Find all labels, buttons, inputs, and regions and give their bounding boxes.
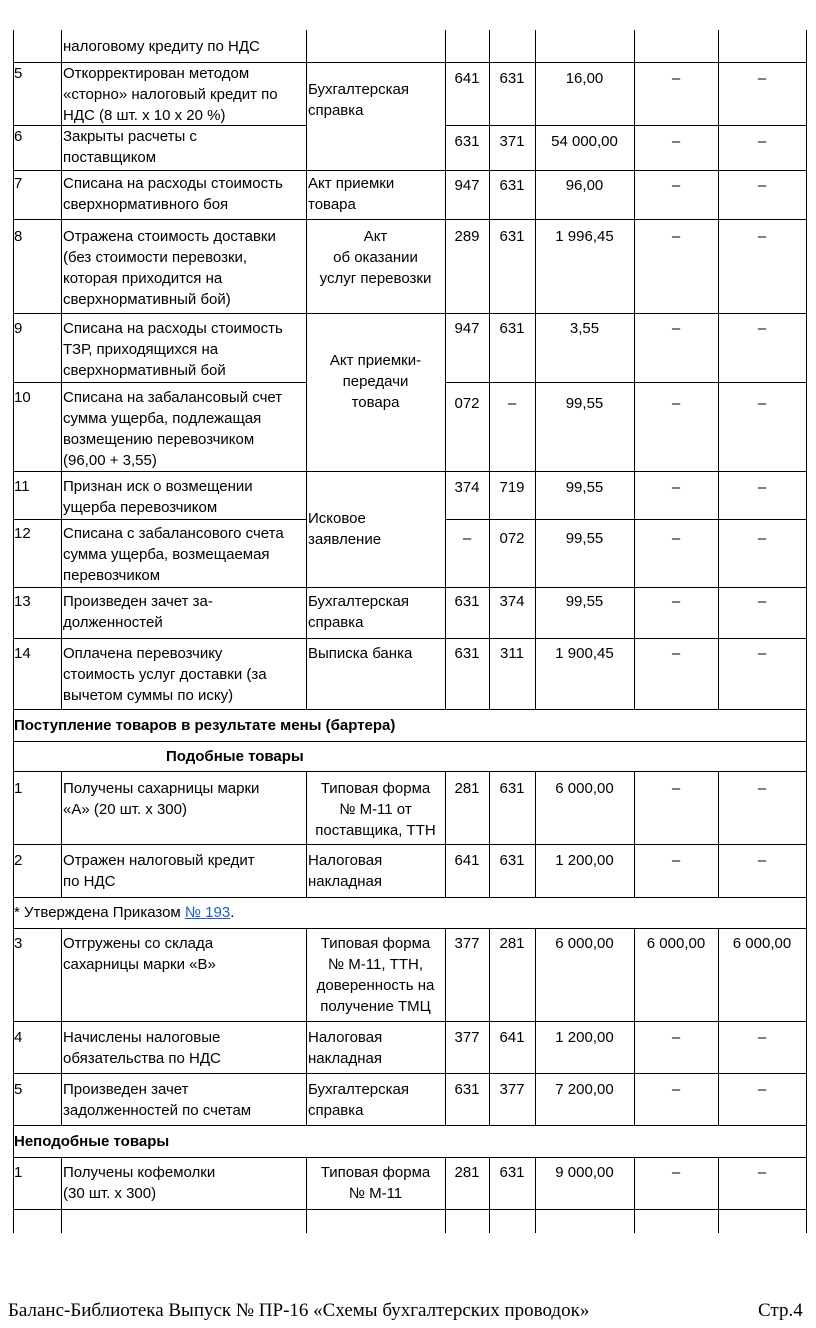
row-document: Выписка банка (308, 645, 413, 662)
footnote (14, 902, 234, 923)
credit-account: 631 (499, 177, 525, 194)
credit-account: 631 (499, 1164, 525, 1181)
row-number: 9 (14, 320, 23, 337)
debit-account: 377 (454, 1029, 480, 1046)
row-description: Отгружены со склада сахарницы марки «В» (63, 935, 216, 973)
row-number: 14 (14, 645, 31, 662)
credit-account: 631 (499, 320, 525, 337)
col7-value: – (757, 70, 767, 87)
debit-account: 072 (454, 395, 480, 412)
col6-value: – (671, 320, 681, 337)
col6-value: – (671, 1164, 681, 1181)
row-document: Типовая форма № М-11 (320, 1164, 431, 1202)
col6-value: – (671, 780, 681, 797)
credit-account: 719 (499, 479, 525, 496)
row-description: Списана на расходы стоимость сверхнормативного боя (63, 175, 283, 213)
debit-account: 947 (454, 320, 480, 337)
order-193-link[interactable]: № 193 (184, 904, 231, 921)
amount: 3,55 (569, 320, 600, 337)
row-document: Типовая форма № М-11 от поставщика, ТТН (315, 780, 436, 839)
amount: 16,00 (565, 70, 604, 87)
row-document: Налоговая накладная (308, 852, 383, 890)
debit-account: 281 (454, 780, 480, 797)
col7-value: – (757, 780, 767, 797)
row-number: 3 (14, 935, 23, 952)
subsection-heading-similar: Подобные товары (166, 748, 304, 765)
row-description: Списана с забалансового счета сумма ущерба, возмещаемая перевозчиком (63, 525, 284, 584)
amount: 1 200,00 (555, 852, 614, 869)
col6-value: – (671, 1081, 681, 1098)
credit-account: 641 (499, 1029, 525, 1046)
amount: 1 200,00 (555, 1029, 614, 1046)
col7-value: – (757, 228, 767, 245)
footer-page-number: Стр.4 (758, 1300, 803, 1321)
col6-value: – (671, 1029, 681, 1046)
credit-account: 311 (500, 645, 524, 662)
credit-account: 631 (499, 780, 525, 797)
col7-value: – (757, 177, 767, 194)
debit-account: 947 (454, 177, 480, 194)
row-number: 6 (14, 128, 23, 145)
row-document: Бухгалтерская справка (308, 1081, 409, 1119)
row-description: Списана на расходы стоимость ТЗР, приходящихся на сверхнормативный бой (63, 320, 283, 379)
amount: 1 900,45 (555, 645, 614, 662)
col7-value: – (757, 645, 767, 662)
credit-account: 631 (499, 228, 525, 245)
row-number: 13 (14, 593, 31, 610)
row-document: Акт приемки товара (308, 175, 395, 213)
row-description: Списана на забалансовый счет сумма ущерба, подлежащая возмещению перевозчиком (96,00 + 3,55) (63, 389, 283, 469)
row-document: Акт приемки- передачи товара (329, 352, 422, 411)
debit-account: 631 (454, 593, 480, 610)
amount: 99,55 (565, 593, 604, 610)
credit-account: 377 (499, 1081, 525, 1098)
debit-account: 631 (454, 1081, 480, 1098)
footnote-suffix: . (230, 904, 235, 921)
col6-value: – (671, 593, 681, 610)
row-number: 12 (14, 525, 31, 542)
section-heading-barter: Поступление товаров в результате мены (бартера) (14, 717, 396, 734)
row-document: Бухгалтерская справка (308, 81, 409, 119)
credit-account: 371 (499, 133, 525, 150)
credit-account: 631 (499, 852, 525, 869)
col6-value: 6 000,00 (646, 935, 706, 952)
debit-account: 631 (454, 133, 480, 150)
col6-value: – (671, 395, 681, 412)
row-number: 1 (14, 1164, 23, 1181)
col6-value: – (671, 645, 681, 662)
col7-value: – (757, 852, 767, 869)
debit-account: – (462, 530, 472, 547)
row-document: Акт об оказании услуг перевозки (319, 228, 432, 287)
col6-value: – (671, 133, 681, 150)
row-document: Бухгалтерская справка (308, 593, 409, 631)
amount: 99,55 (565, 530, 604, 547)
col6-value: – (671, 479, 681, 496)
row-number: 5 (14, 1081, 23, 1098)
col7-value: – (757, 530, 767, 547)
amount: 99,55 (565, 479, 604, 496)
row-number: 2 (14, 852, 23, 869)
col6-value: – (671, 228, 681, 245)
debit-account: 289 (454, 228, 480, 245)
row-number: 5 (14, 65, 23, 82)
row-description: Отражена стоимость доставки (без стоимости перевозки, которая приходится на сверхнормативный бой) (63, 228, 276, 308)
row-number: 8 (14, 228, 23, 245)
col6-value: – (671, 530, 681, 547)
row-description: Откорректирован методом «сторно» налоговый кредит по НДС (8 шт. х 10 х 20 %) (63, 65, 278, 124)
credit-account: 631 (499, 70, 525, 87)
debit-account: 641 (454, 852, 480, 869)
col7-value: – (757, 1029, 767, 1046)
row-description: Произведен зачет задолженностей по счетам (63, 1081, 252, 1119)
amount: 9 000,00 (555, 1164, 614, 1181)
amount: 96,00 (565, 177, 604, 194)
row-document: Исковое заявление (308, 510, 382, 548)
amount: 1 996,45 (555, 228, 614, 245)
credit-account: 281 (499, 935, 525, 952)
col6-value: – (671, 177, 681, 194)
row-document: Налоговая накладная (308, 1029, 383, 1067)
debit-account: 281 (454, 1164, 480, 1181)
row-description: Признан иск о возмещении ущерба перевозчиком (63, 478, 253, 516)
debit-account: 641 (454, 70, 480, 87)
row-description: Оплачена перевозчику стоимость услуг доставки (за вычетом суммы по иску) (63, 645, 267, 704)
debit-account: 377 (454, 935, 480, 952)
footer-publication: Баланс-Библиотека Выпуск № ПР-16 «Схемы бухгалтерских проводок» (8, 1300, 590, 1321)
amount: 99,55 (565, 395, 604, 412)
amount: 7 200,00 (555, 1081, 614, 1098)
footnote-prefix: * Утверждена Приказом (14, 904, 185, 921)
row-description: Отражен налоговый кредит по НДС (63, 852, 255, 890)
col7-value: – (757, 320, 767, 337)
row-number: 10 (14, 389, 31, 406)
row-number: 1 (14, 780, 23, 797)
row-description: Закрыты расчеты с поставщиком (63, 128, 197, 166)
row-description: Произведен зачет за- долженностей (63, 593, 213, 631)
row-description: Начислены налоговые обязательства по НДС (63, 1029, 221, 1067)
row-description: Получены сахарницы марки «А» (20 шт. х 300) (63, 780, 260, 818)
col7-value: – (757, 395, 767, 412)
row-number: 7 (14, 175, 23, 192)
credit-account: 072 (499, 530, 525, 547)
col7-value: 6 000,00 (732, 935, 792, 952)
debit-account: 631 (454, 645, 480, 662)
col7-value: – (757, 133, 767, 150)
col7-value: – (757, 479, 767, 496)
col7-value: – (757, 1164, 767, 1181)
credit-account: – (507, 395, 517, 412)
col6-value: – (671, 852, 681, 869)
debit-account: 374 (454, 479, 480, 496)
col6-value: – (671, 70, 681, 87)
row-number: 11 (14, 478, 30, 495)
row-number: 4 (14, 1029, 23, 1046)
col7-value: – (757, 1081, 767, 1098)
amount: 6 000,00 (555, 935, 614, 952)
row-description: налоговому кредиту по НДС (63, 38, 260, 55)
subsection-heading-dissimilar: Неподобные товары (14, 1133, 170, 1150)
col7-value: – (757, 593, 767, 610)
credit-account: 374 (499, 593, 525, 610)
amount: 54 000,00 (551, 133, 618, 150)
row-description: Получены кофемолки (30 шт. х 300) (63, 1164, 216, 1202)
row-document: Типовая форма № М-11, ТТН, доверенность на получение ТМЦ (316, 935, 435, 1015)
amount: 6 000,00 (555, 780, 614, 797)
